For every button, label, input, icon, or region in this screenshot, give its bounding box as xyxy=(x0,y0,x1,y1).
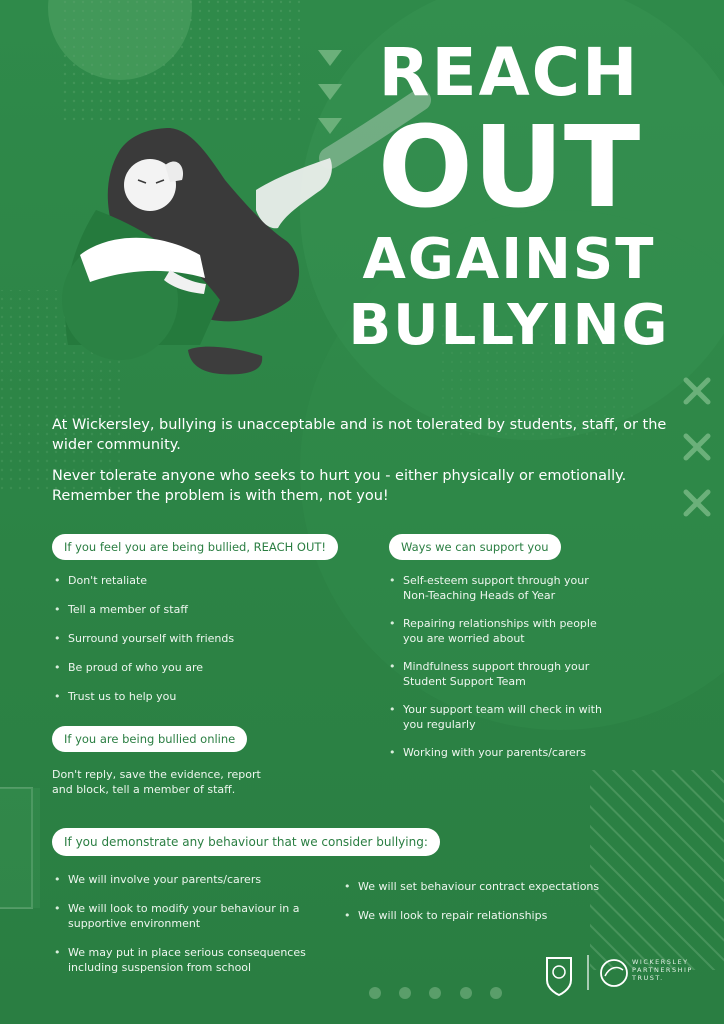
behaviour-list-right xyxy=(342,879,612,923)
list-item: • Tell a member of staff xyxy=(52,602,332,617)
school-crest-logo xyxy=(547,958,571,995)
triangle-1 xyxy=(318,50,342,66)
support-list xyxy=(387,573,615,760)
behaviour-heading: If you demonstrate any behaviour that we consider bullying: xyxy=(52,828,440,856)
online-heading: If you are being bullied online xyxy=(52,726,247,752)
headline-out: OUT xyxy=(377,103,641,233)
list-item: • Be proud of who you are xyxy=(52,660,332,675)
intro-paragraph-2: Never tolerate anyone who seeks to hurt you - either physically or emotionally. Remember the problem is with them, not you! xyxy=(52,468,627,504)
list-item: • Repairing relationships with people you are worried about xyxy=(387,616,615,646)
stripe-pattern xyxy=(590,770,724,970)
list-item: • Trust us to help you xyxy=(52,689,332,704)
dot-pattern-top xyxy=(60,0,300,120)
list-item: • We will involve your parents/carers xyxy=(52,872,312,887)
partner-line-3: TRUST. xyxy=(632,974,664,982)
list-item: • Surround yourself with friends xyxy=(52,631,332,646)
headline-reach: REACH xyxy=(378,34,640,111)
headline-bullying: BULLYING xyxy=(348,293,670,358)
support-heading: Ways we can support you xyxy=(389,534,561,560)
list-item: • Self-esteem support through your Non-Teaching Heads of Year xyxy=(387,573,615,603)
list-item: • Working with your parents/carers xyxy=(387,745,615,760)
list-item: • Your support team will check in with you regularly xyxy=(387,702,615,732)
headline xyxy=(344,34,674,358)
online-advice-line-1: Don't reply, save the evidence, report xyxy=(52,768,261,781)
online-advice-line-2: and block, tell a member of staff. xyxy=(52,783,236,796)
reach-out-list xyxy=(52,573,332,704)
reach-out-heading: If you feel you are being bullied, REACH OUT! xyxy=(52,534,338,560)
list-item: • We will look to repair relationships xyxy=(342,908,612,923)
headline-against: AGAINST xyxy=(362,227,656,292)
partner-line-2: PARTNERSHIP xyxy=(632,966,693,974)
online-advice xyxy=(52,767,312,797)
list-item: • We will look to modify your behaviour in a supportive environment xyxy=(52,901,312,931)
pagination-dots xyxy=(369,987,502,999)
list-item: • We may put in place serious consequences including suspension from school xyxy=(52,945,312,975)
partnership-trust-name xyxy=(632,958,693,982)
behaviour-list-left xyxy=(52,872,312,975)
intro-paragraph-1: At Wickersley, bullying is unacceptable and is not tolerated by students, staff, or the wider community. xyxy=(52,417,667,453)
partner-line-1: WICKERSLEY xyxy=(632,958,689,966)
list-item: • Mindfulness support through your Student Support Team xyxy=(387,659,615,689)
list-item: • We will set behaviour contract expectations xyxy=(342,879,612,894)
list-item: • Don't retaliate xyxy=(52,573,332,588)
